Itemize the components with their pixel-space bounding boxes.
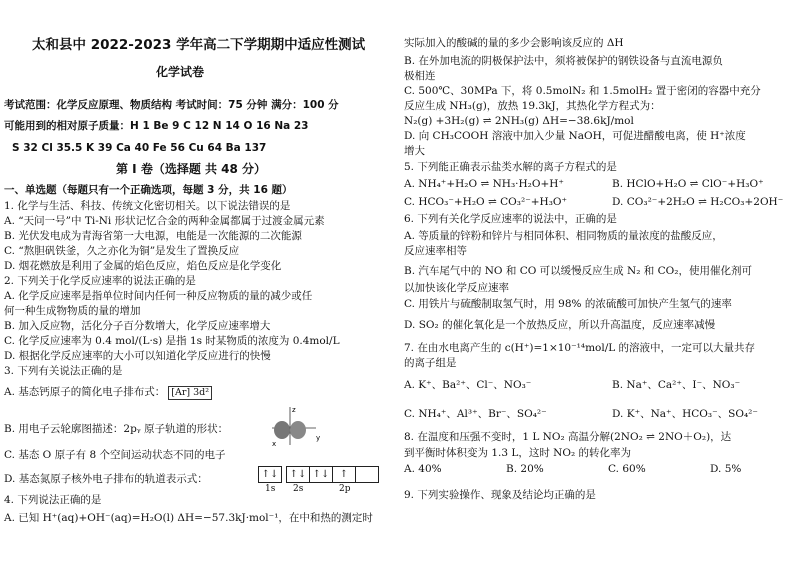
q1-option-c: C. “熬胆矾铁釜，久之亦化为铜”是发生了置换反应	[4, 245, 240, 257]
q4-option-d-line2: 增大	[404, 145, 425, 157]
q6-option-b-line1: B. 汽车尾气中的 NO 和 CO 可以缓慢反应生成 N₂ 和 CO₂，使用催化剂可	[404, 265, 752, 277]
exam-subtitle: 化学试卷	[156, 65, 205, 79]
q8-option-d: D. 5%	[710, 463, 742, 475]
p-orbital-diagram	[268, 404, 328, 448]
q5-option-b: B. HClO+H₂O ⇌ ClO⁻+H₃O⁺	[612, 178, 764, 190]
q3-option-a	[4, 385, 212, 400]
q8-option-a: A. 40%	[404, 463, 442, 475]
q7-option-b: B. Na⁺、Ca²⁺、I⁻、NO₃⁻	[612, 379, 741, 391]
question-6: 6. 下列有关化学反应速率的说法中，正确的是	[404, 213, 617, 225]
q6-option-d: D. SO₂ 的催化氧化是一个放热反应，所以升高温度，反应速率减慢	[404, 319, 716, 331]
q2-option-c: C. 化学反应速率为 0.4 mol/(L·s) 是指 1s 时某物质的浓度为 0.4mol/L	[4, 335, 340, 347]
orbital-box-2p-2: ↑	[332, 466, 356, 483]
orbital-box-2p-3	[355, 466, 379, 483]
q2-option-a-line1: A. 化学反应速率是指单位时间内任何一种反应物质的量的减少或任	[4, 290, 313, 302]
question-7: 7. 在由水电离产生的 c(H⁺)=1×10⁻¹⁴mol/L 的溶液中，一定可以大量共存	[404, 342, 756, 354]
q2-option-d: D. 根据化学反应速率的大小可以知道化学反应进行的快慢	[4, 350, 271, 362]
q7-option-a: A. K⁺、Ba²⁺、Cl⁻、NO₃⁻	[404, 379, 532, 391]
q4-option-a: A. 已知 H⁺(aq)+OH⁻(aq)=H₂O(l) ΔH=−57.3kJ·mol⁻¹，在中和热的测定时	[4, 512, 373, 524]
q3-option-d: D. 基态氮原子核外电子排布的轨道表示式：	[4, 473, 208, 485]
q4-option-a-cont: 实际加入的酸碱的量的多少会影响该反应的 ΔH	[404, 37, 624, 49]
question-2: 2. 下列关于化学反应速率的说法正确的是	[4, 275, 196, 287]
q7-option-c: C. NH₄⁺、Al³⁺、Br⁻、SO₄²⁻	[404, 408, 547, 420]
question-8: 8. 在温度和压强不变时，1 L NO₂ 高温分解(2NO₂ ⇌ 2NO＋O₂)，达	[404, 431, 732, 443]
q3-option-c: C. 基态 O 原子有 8 个空间运动状态不同的电子	[4, 449, 226, 461]
q6-option-a-line2: 反应速率相等	[404, 245, 467, 257]
orbital-box-2p-1: ↑↓	[309, 466, 333, 483]
orbital-label-2s: 2s	[293, 484, 304, 494]
q4-option-b-line1: B. 在外加电流的阴极保护法中，须将被保护的钢铁设备与直流电源负	[404, 55, 723, 67]
q4-option-c-line2: 反应生成 NH₃(g)，放热 19.3kJ，其热化学方程式为：	[404, 100, 661, 112]
q1-option-d: D. 烟花燃放是利用了金属的焰色反应，焰色反应是化学变化	[4, 260, 282, 272]
q4-option-b-line2: 极相连	[404, 70, 436, 82]
q2-option-a-line2: 何一种生成物物质的量的增加	[4, 305, 141, 317]
orbital-box-2s: ↑↓	[286, 466, 310, 483]
q4-option-d-line1: D. 向 CH₃COOH 溶液中加入少量 NaOH，可促进醋酸电离，使 H⁺浓度	[404, 130, 746, 142]
atomic-masses-line2: S 32 Cl 35.5 K 39 Ca 40 Fe 56 Cu 64 Ba 137	[12, 142, 267, 154]
exam-title: 太和县中 2022-2023 学年高二下学期期中适应性测试	[32, 37, 366, 53]
q1-option-b: B. 光伏发电成为青海省第一大电源，电能是一次能源的二次能源	[4, 230, 302, 242]
q6-option-a-line1: A. 等质量的锌粉和锌片与相同体积、相同物质的量浓度的盐酸反应，	[404, 230, 723, 242]
question-3: 3. 下列有关说法正确的是	[4, 365, 123, 377]
orbital-box-1s: ↑↓	[258, 466, 282, 483]
q4-option-c-line1: C. 500℃、30MPa 下，将 0.5molN₂ 和 1.5molH₂ 置于密闭的容器中充分	[404, 85, 761, 97]
q5-option-c: C. HCO₃⁻+H₂O ⇌ CO₃²⁻+H₃O⁺	[404, 196, 568, 208]
question-1: 1. 化学与生活、科技、传统文化密切相关。以下说法错误的是	[4, 200, 291, 212]
q5-option-d: D. CO₃²⁻+2H₂O ⇌ H₂CO₃+2OH⁻	[612, 196, 784, 208]
question-9: 9. 下列实验操作、现象及结论均正确的是	[404, 489, 596, 501]
q1-option-a: A. “天问一号”中 Ti-Ni 形状记忆合金的两种金属都属于过渡金属元素	[4, 215, 325, 227]
section-heading: 一、单选题（每题只有一个正确选项，每题 3 分，共 16 题）	[4, 184, 293, 196]
q7-option-d: D. K⁺、Na⁺、HCO₃⁻、SO₄²⁻	[612, 408, 758, 420]
electron-config: [Ar] 3d²	[168, 386, 212, 400]
exam-scope: 考试范围：化学反应原理、物质结构 考试时间：75 分钟 满分：100 分	[4, 99, 339, 111]
question-8-cont: 到平衡时体积变为 1.3 L，这时 NO₂ 的转化率为	[404, 447, 632, 459]
svg-text:z: z	[292, 406, 296, 414]
q3-option-a-text: A. 基态钙原子的简化电子排布式：	[4, 386, 166, 398]
q6-option-c: C. 用铁片与硫酸制取氢气时，用 98% 的浓硫酸可加快产生氢气的速率	[404, 298, 732, 310]
orbital-label-2p: 2p	[339, 484, 351, 494]
atomic-masses-line1: 可能用到的相对原子质量：H 1 Be 9 C 12 N 14 O 16 Na 23	[4, 120, 309, 132]
question-5: 5. 下列能正确表示盐类水解的离子方程式的是	[404, 161, 617, 173]
orbital-label-1s: 1s	[265, 484, 276, 494]
question-7-cont: 的离子组是	[404, 357, 457, 369]
q4-option-c-equation: N₂(g) +3H₂(g) ⇌ 2NH₃(g) ΔH=−38.6kJ/mol	[404, 115, 634, 127]
q5-option-a: A. NH₄⁺+H₂O ⇌ NH₃·H₂O+H⁺	[404, 178, 564, 190]
q6-option-b-line2: 以加快该化学反应速率	[404, 282, 509, 294]
q8-option-c: C. 60%	[608, 463, 646, 475]
svg-text:x: x	[272, 440, 277, 448]
svg-text:y: y	[316, 434, 321, 442]
q8-option-b: B. 20%	[506, 463, 544, 475]
part1-heading: 第 I 卷（选择题 共 48 分）	[116, 162, 267, 176]
question-4: 4. 下列说法正确的是	[4, 494, 102, 506]
q3-option-b: B. 用电子云轮廓图描述：2pᵧ 原子轨道的形状：	[4, 423, 229, 435]
q2-option-b: B. 加入反应物，活化分子百分数增大，化学反应速率增大	[4, 320, 271, 332]
